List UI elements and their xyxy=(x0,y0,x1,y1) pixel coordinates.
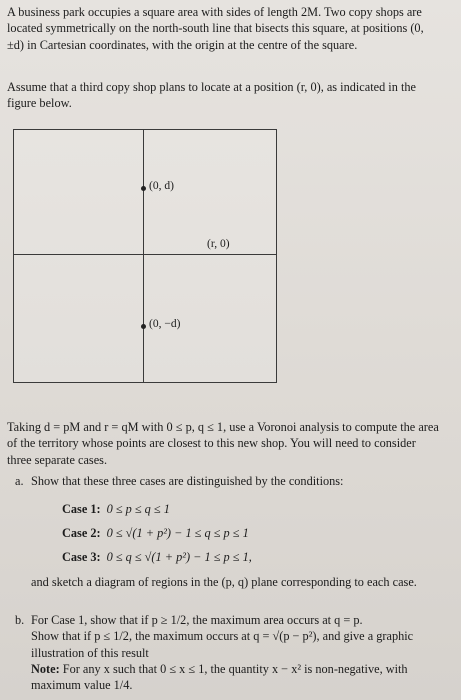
part-b-line-1: For Case 1, show that if p ≥ 1/2, the maximum area occurs at q = p. xyxy=(31,613,363,627)
case-1-condition: 0 ≤ p ≤ q ≤ 1 xyxy=(106,502,170,516)
point-top-label: (0, d) xyxy=(149,180,174,192)
case-2-row xyxy=(62,525,249,541)
case-2-label: Case 2: xyxy=(62,526,101,540)
horizontal-axis-line xyxy=(14,254,276,255)
case-2-condition: 0 ≤ √(1 + p²) − 1 ≤ q ≤ p ≤ 1 xyxy=(106,526,249,540)
point-top-dot xyxy=(141,186,146,191)
task-paragraph: Taking d = pM and r = qM with 0 ≤ p, q ≤ 1, use a Voronoi analysis to compute the area of the territory whose points are closest to this new shop. You will need to consider three separate cases. xyxy=(7,420,439,467)
case-3-condition: 0 ≤ q ≤ √(1 + p²) − 1 ≤ p ≤ 1, xyxy=(106,550,252,564)
point-bottom-label: (0, −d) xyxy=(149,318,181,330)
intro-paragraph-1: A business park occupies a square area with sides of length 2M. Two copy shops are located symmetrically on the north-south line that bisects this square, at positions (0, ±d) in Cartesian coordinates, with the origin at the centre of the square. xyxy=(7,5,424,52)
part-b-label: b. xyxy=(15,613,25,627)
point-bottom-dot xyxy=(141,324,146,329)
part-b-line-2: Show that if p ≤ 1/2, the maximum occurs at q = √(p − p²), and give a graphic illustration of this result xyxy=(31,629,414,660)
case-3-row xyxy=(62,549,252,565)
part-a-follow-text: and sketch a diagram of regions in the (p, q) plane corresponding to each case. xyxy=(31,575,417,589)
part-a-label: a. xyxy=(15,474,24,488)
square-figure xyxy=(13,129,277,383)
part-b-item xyxy=(7,612,443,700)
intro-paragraph-2: Assume that a third copy shop plans to locate at a position (r, 0), as indicated in the figure below. xyxy=(7,80,416,111)
point-right-label: (r, 0) xyxy=(207,238,230,250)
part-a-follow xyxy=(7,574,443,608)
part-a-text: Show that these three cases are distinguished by the conditions: xyxy=(31,474,344,488)
case-1-row xyxy=(62,501,170,517)
part-a-item xyxy=(7,473,443,491)
note-text: For any x such that 0 ≤ x ≤ 1, the quantity x − x² is non-negative, with maximum value 1/4. xyxy=(31,661,408,693)
case-1-label: Case 1: xyxy=(62,502,101,516)
part-b-note xyxy=(31,661,441,694)
note-label: Note: xyxy=(31,661,60,676)
vertical-axis-line xyxy=(143,130,144,382)
case-3-label: Case 3: xyxy=(62,550,101,564)
